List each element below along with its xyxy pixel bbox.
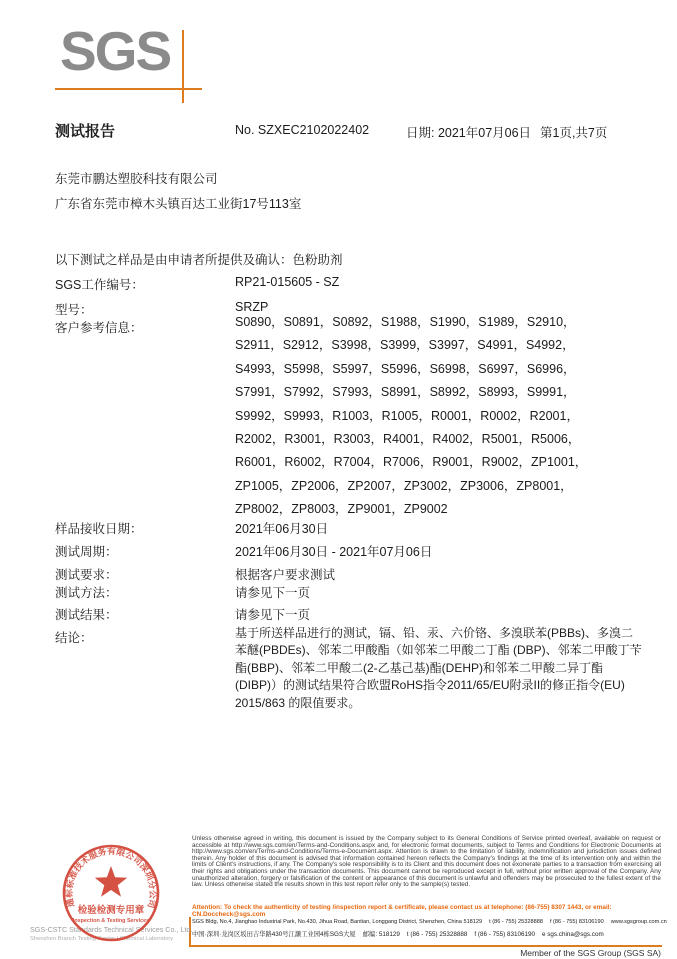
stamp-center-en: Inspection & Testing Services [72,918,150,924]
field-label: 测试结果： [55,608,118,622]
field-label: SGS工作编号： [55,278,144,292]
field-value: SRZP [235,300,269,314]
stamp-star-icon [95,866,127,897]
stamp-ring-text: 通标标准技术服务有限公司深圳分公司 [64,847,158,909]
field-label: 测试周期： [55,545,118,559]
footer-attention-notice: Attention: To check the authenticity of testing /inspection report & certificate, please contact us at telephone: (86-755) 8307 1443, or email: CN.Doccheck@sgs.com [192,904,612,918]
field-value: RP21-015605 - SZ [235,275,340,289]
stamp-ring [64,846,158,940]
customer-ref-line: R6001，R6002，R7004，R7006，R9001，R9002，ZP1001， [235,455,588,470]
field-value: 请参见下一页 [235,608,311,622]
customer-ref-line: S9992，S9993，R1003，R1005，R0001，R0002，R2001， [235,408,579,423]
applicant-address: 广东省东莞市樟木头镇百达工业街17号113室 [55,197,302,211]
inspection-stamp [53,838,169,948]
field-label: 型号： [55,303,93,317]
sgs-member-line: Member of the SGS Group (SGS SA) [520,948,661,958]
customer-ref-line: S7991，S7992，S7993，S8991，S8992，S8993，S9991， [235,385,576,400]
sample-statement: 以下测试之样品是由申请者所提供及确认：色粉助剂 [55,253,343,267]
sgs-logo: SGS [60,20,171,82]
logo-vertical-rule [182,30,184,103]
report-title: 测试报告 [55,123,116,140]
footer-disclaimer: Unless otherwise agreed in writing, this document is issued by the Company subject to its General Conditions of Service printed overleaf, available on request or accessible at http://www.sgs.com/en/Terms-and-Conditions.aspx and, for electronic format documents, subject to Terms and Conditions for Electronic Documents at http://www.sgs.com/en/Terms-and-Conditions/Terms-e-Document.aspx. Attention is drawn to the limitation of liability, indemnification and jurisdiction issues defined therein. Any holder of this document is advised that information contained hereon reflects the Company's findings at the time of its intervention only and within the limits of Client's instructions, if any. The Company's sole responsibility is to its Client and this document does not exonerate parties to a transaction from exercising all their rights and obligations under the transaction documents. This document cannot be reproduced except in full, without prior written approval of the Company. Any unauthorized alteration, forgery or falsification of the content or appearance of this document is unlawful and offenders may be prosecuted to the fullest extent of the law. Unless otherwise stated the results shown in this test report refer only to the sample(s) tested. [192,835,661,889]
field-value: 请参见下一页 [235,586,311,600]
address-en-fax: f (86 - 755) 83106190 [549,919,604,925]
footer-address-en [192,919,667,925]
customer-ref-line: S2911，S2912，S3998，S3999，S3997，S4991，S4992， [235,338,575,353]
field-label: 样品接收日期： [55,522,143,536]
field-label: 测试方法： [55,586,118,600]
field-label: 测试要求： [55,568,118,582]
address-cn-tel: t (86 - 755) 25328888 [406,931,468,938]
footer-horizontal-rule [189,945,662,947]
address-en-text: SGS Bldg, No.4, Jianghao Industrial Park, No.430, Jihua Road, Bantian, Longgang District, Shenzhen, China 518129 [192,919,483,925]
address-cn-fax: f (86 - 755) 83106190 [474,931,535,938]
field-value: 2021年06月30日 - 2021年07月06日 [235,545,433,559]
field-value: 根据客户要求测试 [235,568,336,582]
footer-company-branch: Shenzhen Branch Testing Center | Chemical Laboratory [30,936,174,942]
field-value: 2021年06月30日 [235,522,329,536]
customer-ref-line: ZP8002，ZP8003，ZP9001，ZP9002 [235,502,448,517]
customer-ref-line: S4993，S5998，S5997，S5996，S6998，S6997，S6996， [235,361,576,376]
address-en-website: www.sgsgroup.com.cn [610,919,667,925]
address-cn-zip: 邮编: 518129 [362,931,400,938]
address-en-tel: t (86 - 755) 25328888 [489,919,543,925]
stamp-center-cn: 检验检测专用章 [77,905,145,916]
customer-ref-line: ZP1005，ZP2006，ZP2007，ZP3002，ZP3006，ZP8001， [235,478,573,493]
customer-ref-line: S0890，S0891，S0892，S1988，S1990，S1989，S2910， [235,315,576,329]
applicant-name: 东莞市鹏达塑胶科技有限公司 [55,172,218,186]
customer-ref-line: R2002，R3001，R3003，R4001，R4002，R5001，R5006， [235,432,581,447]
customer-ref-list [235,311,587,522]
field-label: 客户参考信息： [55,321,143,335]
field-label: 结论： [55,631,93,645]
footer-address-cn [192,929,661,938]
report-number: No. SZXEC2102022402 [235,123,370,137]
footer-company-name: SGS-CSTC Standards Technical Services Co., Ltd. [30,925,193,934]
logo-horizontal-rule [55,88,202,90]
report-date: 日期: 2021年07月06日 [406,126,532,140]
address-cn-text: 中国·深圳·龙岗区坂田吉华路430号江灏工业园4栋SGS大厦 [192,931,356,938]
page-indicator: 第1页,共7页 [540,126,608,140]
address-cn-email: e sgs.china@sgs.com [542,931,604,938]
conclusion-text: 基于所送样品进行的测试，镉、铅、汞、六价铬、多溴联苯(PBBs)、多溴二苯醚(PBDEs)、邻苯二甲酸酯（如邻苯二甲酸二丁酯 (DBP)、邻苯二甲酸丁苄酯(BBP)、邻苯二甲酸二(2-乙基己基)酯(DEHP)和邻苯二甲酸二异丁酯(DIBP)）的测试结果符合欧盟RoHS指令2011/65/EU附录II的修正指令(EU) 2015/863 的限值要求。 [235,626,642,710]
